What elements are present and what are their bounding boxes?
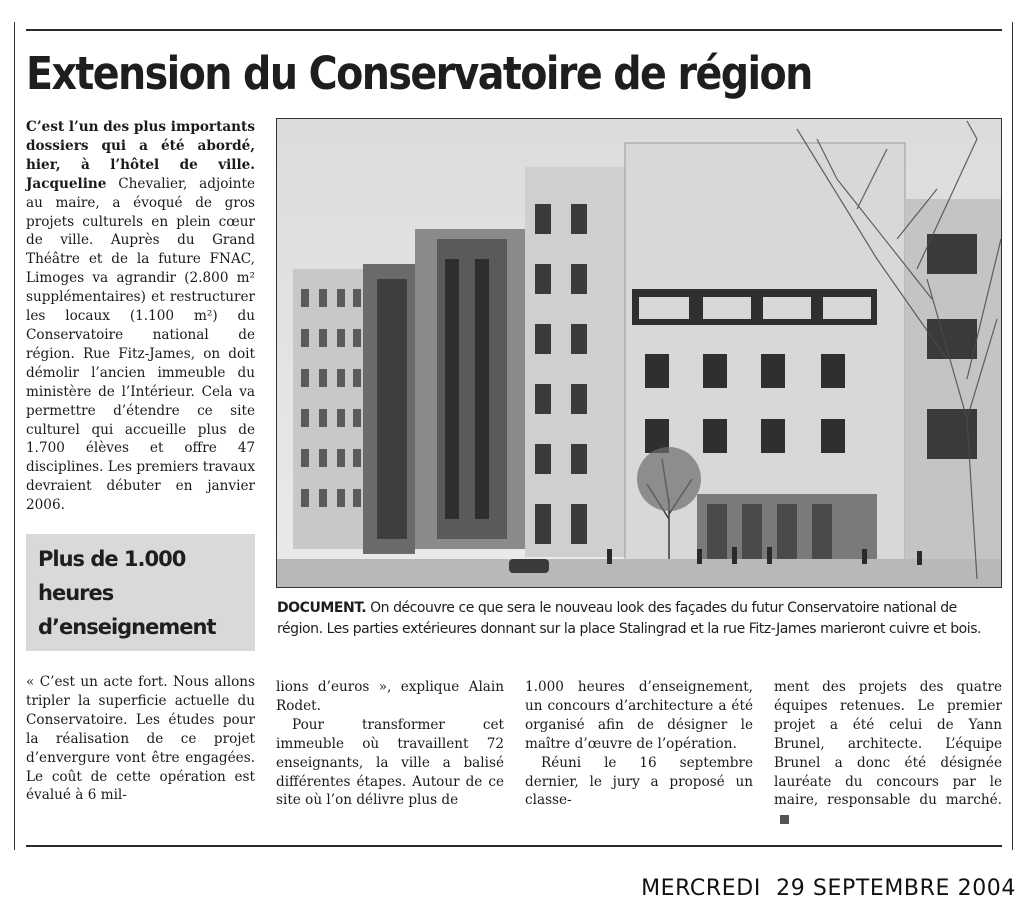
lead-paragraph [26, 118, 255, 515]
caption-text: On découvre ce que sera le nouveau look des façades du futur Conservatoire national de région. Les parties extérieures donnant sur la place Stalingrad et la rue Fitz-James marieront cuivre et bois. [277, 600, 982, 637]
column-paragraph: Réuni le 16 septembre dernier, le jury a proposé un classe- [525, 754, 753, 809]
photo-caption [277, 598, 1002, 640]
column-paragraph: « C’est un acte fort. Nous allons tripler la superficie actuelle du Conservatoire. Les études pour la réalisation de ce projet d’envergure vont être engagées. Le coût de cette opération est évalué à 6 mil- [26, 674, 255, 804]
subheading-box [26, 534, 255, 651]
bottom-rule [26, 845, 1002, 847]
lead-body: Chevalier, adjointe au maire, a évoqué de gros projets culturels en plein cœur de ville. Auprès du Grand Théâtre et de la future FNAC, Limoges va agrandir (2.800 m² supplémentaires) et restructurer les locaux (1.100 m²) du Conservatoire national de région. Rue Fitz-James, on doit démolir l’ancien immeuble du ministère de l’Intérieur. Cela va permettre d’étendre ce site culturel qui accueille plus de 1.700 élèves et offre 47 disciplines. Les premiers travaux devraient débuter en janvier 2006. [26, 175, 255, 514]
body-column-2 [276, 678, 504, 810]
column-paragraph: lions d’euros », explique Alain Rodet. [276, 679, 504, 714]
column-paragraph: 1.000 heures d’enseignement, un concours d’architecture a été organisé afin de désigner le maître d’œuvre de l’opération. [525, 679, 753, 752]
left-frame-rule [14, 22, 15, 850]
end-mark-icon [780, 815, 789, 824]
body-column-3 [525, 678, 753, 810]
caption-label: DOCUMENT. [277, 600, 367, 616]
building-photo [276, 118, 1002, 588]
body-column-1 [26, 673, 255, 805]
article-headline: Extension du Conservatoire de région [26, 47, 812, 100]
subheading-text: Plus de 1.000 heures d’enseignement [38, 547, 216, 639]
body-column-4 [774, 678, 1002, 829]
column-text: ment des projets des quatre équipes retenues. Le premier projet a été celui de Yann Brunel, architecte. L’équipe Brunel a donc été désignée lauréate du concours par le maire, responsable du marché. [774, 679, 1002, 809]
dateline: MERCREDI 29 SEPTEMBRE 2004 [641, 876, 1016, 901]
column-paragraph [774, 678, 1002, 829]
lead-intro: C’est l’un des plus importants dossiers qui a été abordé, hier, à l’hôtel de ville. Jacqueline [26, 119, 255, 192]
column-paragraph: Pour transformer cet immeuble où travaillent 72 enseignants, la ville a balisé différentes étapes. Autour de ce site où l’on délivre plus de [276, 716, 504, 809]
right-frame-rule [1012, 22, 1013, 850]
top-rule [26, 29, 1002, 31]
